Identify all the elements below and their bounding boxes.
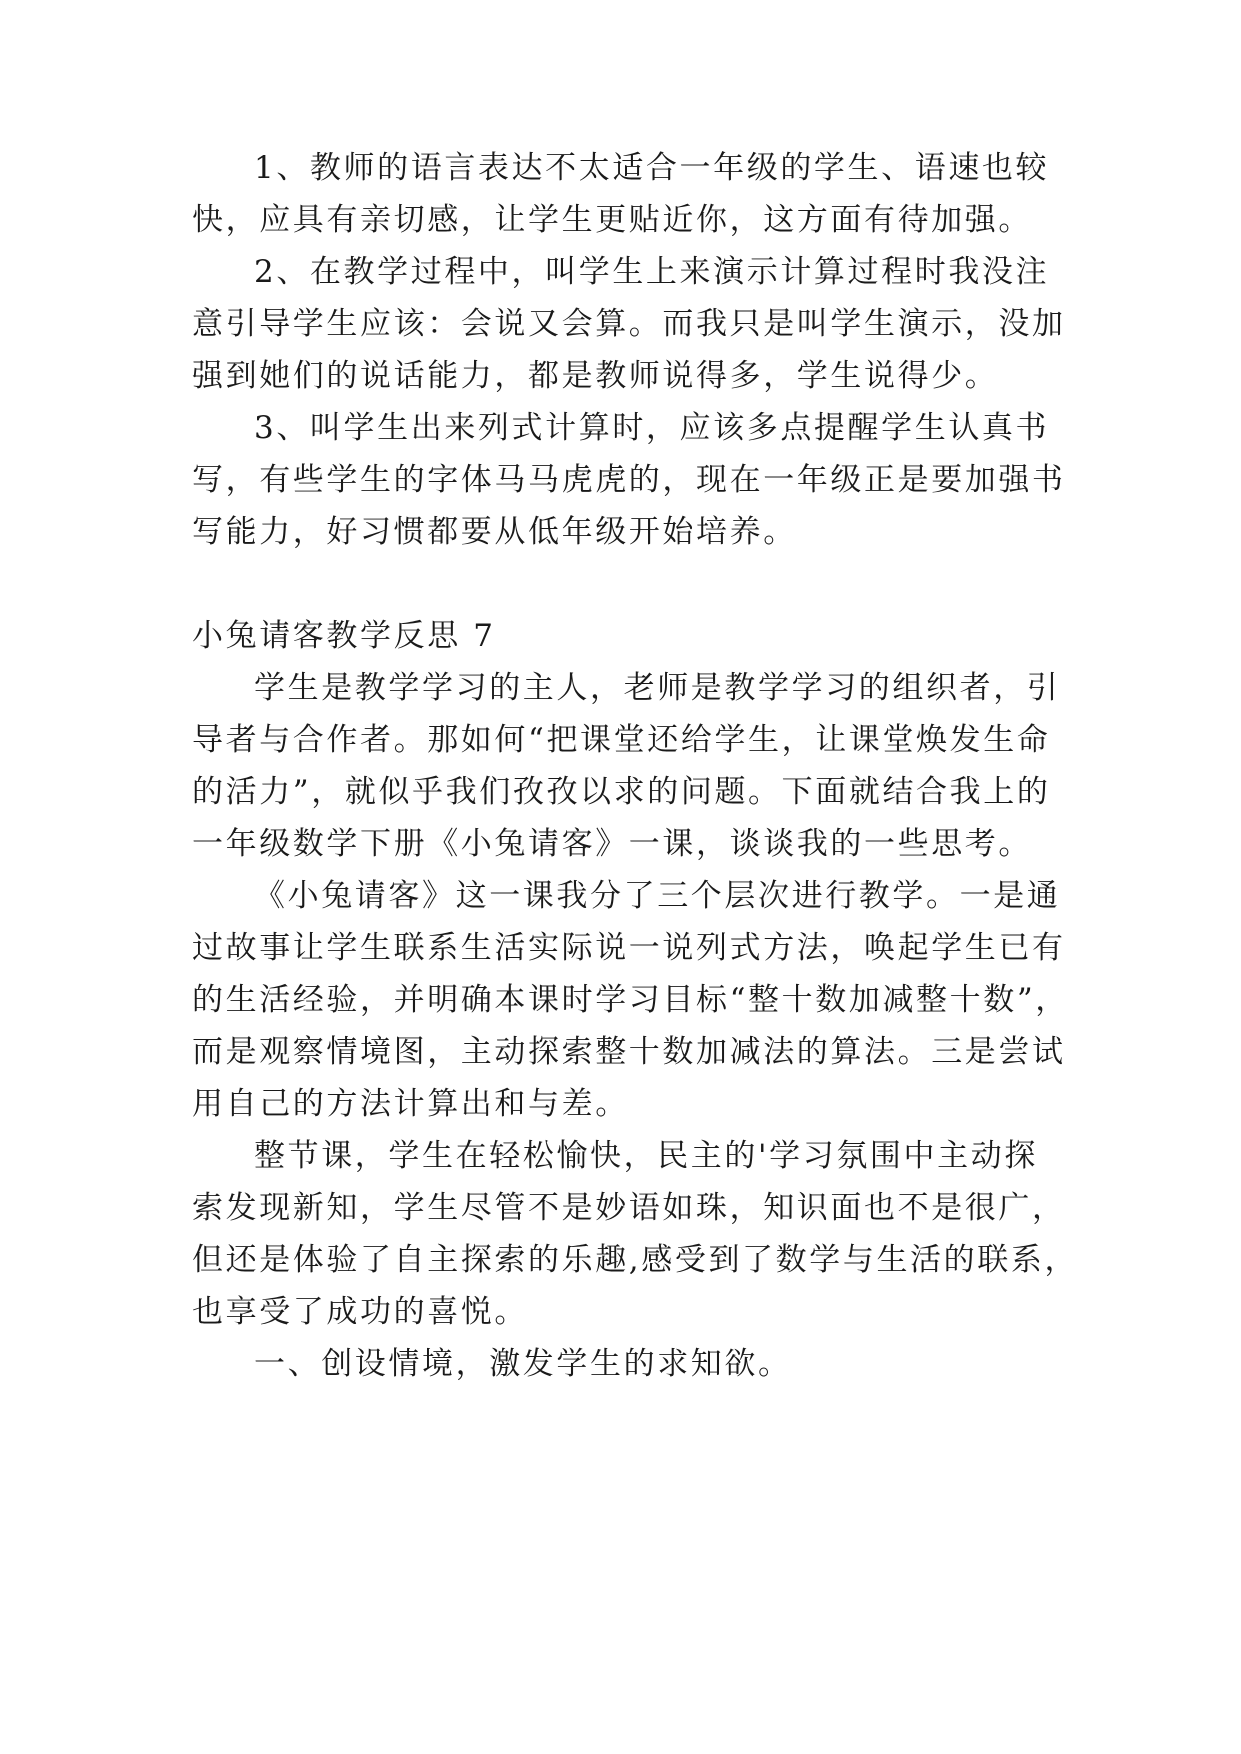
paragraph-line: 的生活经验，并明确本课时学习目标“整十数加减整十数”， — [192, 982, 1069, 1018]
paragraph-line: 强到她们的说话能力，都是教师说得多，学生说得少。 — [192, 358, 999, 394]
paragraph-line: 也享受了成功的喜悦。 — [192, 1294, 528, 1330]
paragraph-line: 快，应具有亲切感，让学生更贴近你，这方面有待加强。 — [192, 202, 1032, 238]
paragraph-line: 学生是教学学习的主人，老师是教学学习的组织者，引 — [254, 670, 1061, 706]
paragraph-line: 整节课，学生在轻松愉快，民主的'学习氛围中主动探 — [254, 1138, 1038, 1174]
paragraph-line: 2、在教学过程中，叫学生上来演示计算过程时我没注 — [254, 254, 1050, 290]
paragraph-line: 意引导学生应该：会说又会算。而我只是叫学生演示，没加 — [192, 306, 1066, 342]
paragraph-line: 的活力”，就似乎我们孜孜以求的问题。下面就结合我上的 — [192, 774, 1051, 810]
paragraph-line: 一、创设情境，激发学生的求知欲。 — [254, 1346, 792, 1382]
paragraph-line: 过故事让学生联系生活实际说一说列式方法，唤起学生已有 — [192, 930, 1066, 966]
section-heading: 小兔请客教学反思 7 — [192, 618, 496, 654]
paragraph-line: 用自己的方法计算出和与差。 — [192, 1086, 629, 1122]
paragraph-line: 索发现新知，学生尽管不是妙语如珠，知识面也不是很广， — [192, 1190, 1066, 1226]
paragraph-line: 导者与合作者。那如何“把课堂还给学生，让课堂焕发生命 — [192, 722, 1051, 758]
paragraph-line: 1、教师的语言表达不太适合一年级的学生、语速也较 — [254, 150, 1050, 186]
paragraph-line: 但还是体验了自主探索的乐趣,感受到了数学与生活的联系， — [192, 1242, 1079, 1278]
paragraph-line: 一年级数学下册《小兔请客》一课，谈谈我的一些思考。 — [192, 826, 1032, 862]
paragraph-line: 而是观察情境图，主动探索整十数加减法的算法。三是尝试 — [192, 1034, 1066, 1070]
paragraph-line: 写，有些学生的字体马马虎虎的，现在一年级正是要加强书 — [192, 462, 1066, 498]
paragraph-line: 写能力，好习惯都要从低年级开始培养。 — [192, 514, 797, 550]
paragraph-line: 《小兔请客》这一课我分了三个层次进行教学。一是通 — [254, 878, 1061, 914]
paragraph-line: 3、叫学生出来列式计算时，应该多点提醒学生认真书 — [254, 410, 1050, 446]
